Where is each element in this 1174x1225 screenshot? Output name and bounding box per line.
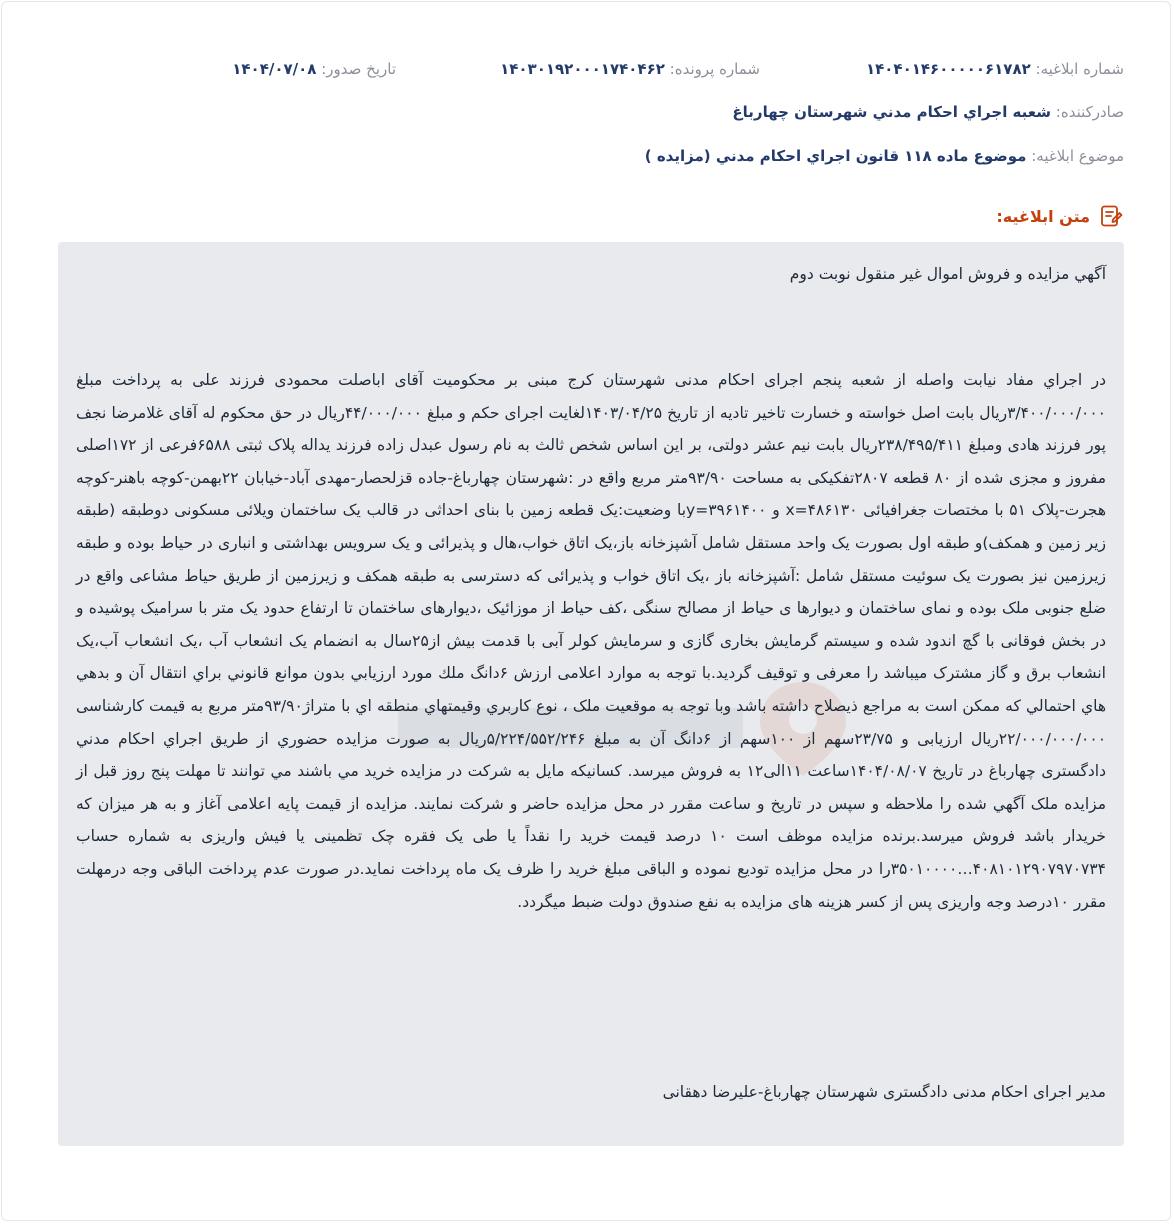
notice-page [1,1,1171,1221]
subject-value: موضوع ماده ۱۱۸ قانون اجراي احکام مدني (مزايده ) [644,147,1027,165]
issuer-field [48,100,1124,124]
issue-date-value: ۱۴۰۴/۰۷/۰۸ [232,60,317,78]
file-number-label: شماره پرونده: [669,60,760,78]
notice-text-section-label: متن ابلاغيه: [996,206,1090,226]
notice-signature: مدير اجرای احکام مدنی دادگستری شهرستان چهارباغ-عليرضا دهقانی [662,1083,1106,1101]
notice-heading: آگهي مزايده و فروش اموال غير منقول نوبت دوم [789,265,1106,283]
file-number-field [500,57,760,81]
notice-body-text: در اجراي مفاد نيابت واصله از شعبه پنجم اجرای احکام مدنی شهرستان کرج مبنی بر محکوميت آقای اباصلت محمودی فرزند علی به پرداخت مبلغ ۳/۴۰۰/۰۰۰/۰۰۰ريال بابت اصل خواسته و خسارت تاخير تاديه از تاريخ ۱۴۰۳/۰۴/۲۵لغايت اجرای حکم و مبلغ ۴۴/۰۰۰/۰۰۰ريال در حق محکوم له آقای غلامرضا نجف پور فرزند هادی ومبلغ ۲۳۸/۴۹۵/۴۱۱ريال بابت نيم عشر دولتی، بر اين اساس شخص ثالث به نام رسول عبدل زاده فرزند يداله پلاک ثبتی ۶۵۸۸فرعی از ۱۷۲اصلی مفروز و مجزی شده از ۸۰ قطعه ۲۸۰۷تفکيکی به مساحت ۹۳/۹۰متر مربع واقع در :شهرستان چهارباغ-جاده قزلحصار-مهدی آباد-خيابان ۲۲بهمن-کوچه باهنر-کوچه هجرت-پلاک ۵۱ با مختصات جغرافيائی ۴۸۶۱۳۰=x و ۳۹۶۱۴۰۰=yبا وضعيت:يک قطعه زمين با بنای احداثی در قالب يک ساختمان ويلائی مسکونی دوطبقه (طبقه زير زمين و همکف)و طبقه اول بصورت يک واحد مستقل شامل آشپزخانه باز،يک اتاق خواب،هال و پذيرائی و يک سرويس بهداشتی و انباری در حياط بوده و طبقه زيرزمين نيز بصورت يک سوئيت مستقل شامل :آشپزخانه باز ،يک اتاق خواب و پذيرائی که دسترسی به طبقه همکف و زيرزمين از طريق حياط مشاعی واقع در ضلع جنوبی ملک بوده و نمای ساختمان و ديوارها ی حياط از مصالح سنگی ،کف حياط از موزائيک ،ديوارهای ساختمان تا ارتفاع حدود يک متر با سراميک پوشيده و در بخش فوقانی با گچ اندود شده و سيستم گرمايش بخاری گازی و سرمايش کولر آبی با قدمت بيش از۲۵سال به انضمام يک انشعاب آب ،يک انشعاب آب،يک انشعاب برق و گاز مشترک ميباشد را معرفی و توقيف گرديد.با توجه به موارد اعلامی ارزش ۶دانگ ملك مورد ارزيابي بدون موانع قانوني براي انتقال آن و بدهي هاي احتمالي كه ممكن است به مراجع ذيصلاح داشته باشد وبا توجه به موقعيت ملک ، نوع كاربري وقيمتهاي منطقه اي با متراژ۹۳/۹۰متر مربع به قيمت کارشناسی ۲۲/۰۰۰/۰۰۰/۰۰۰ريال ارزيابی و ۲۳/۷۵سهم از ۱۰۰سهم از ۶دانگ آن به مبلغ ۵/۲۲۴/۵۵۲/۲۴۶ريال به صورت مزايده حضوري از طريق اجراي احكام مدني دادگستری چهارباغ در تاريخ ۱۴۰۴/۰۸/۰۷ساعت ۱۱الی۱۲ به فروش ميرسد. كسانيكه مايل به شركت در مزايده خريد مي باشند مي توانند تا مهلت پنج روز قبل از مزايده ملک آگهي شده را ملاحظه و سپس در تاريخ و ساعت مقرر در محل مزايده حاضر و شركت نمايند. مزايده از قيمت پايه اعلامی آغاز و به هر ميزان که خريدار باشد فروش ميرسد.برنده مزايده موظف است ۱۰ درصد قيمت خريد را نقداً يا طی يک فقره چک تظمينی يا فيش واريزی به شماره حساب ۴۰۸۱۰۱۲۹۰۷۹۷۰۷۳۴…۳۵۰۱۰۰۰۰را در محل مزايده توديع نموده و الباقی مبلغ خريد را ظرف يک ماه پرداخت نمايد.در صورت عدم پرداخت الباقی وجه درمهلت مقرر ۱۰درصد وجه واريزی پس از کسر هزينه های مزايده به نفع صندوق دولت ضبط ميگردد. [76,371,1107,911]
notice-number-label: شماره ابلاغيه: [1035,60,1124,78]
notice-number-value: ۱۴۰۴۰۱۴۶۰۰۰۰۰۶۱۷۸۲ [865,60,1031,78]
notice-text-section-title [996,202,1124,230]
issue-date-field [232,57,396,81]
issue-date-label: تاريخ صدور: [321,60,396,78]
document-text-icon [1098,203,1124,229]
issuer-label: صادرکننده: [1055,103,1124,121]
subject-label: موضوع ابلاغيه: [1031,147,1124,165]
notice-content-box [58,242,1124,1146]
issuer-value: شعبه اجراي احکام مدني شهرستان چهارباغ [732,103,1051,121]
notice-number-field [866,57,1124,81]
subject-field [48,144,1124,168]
file-number-value: ۱۴۰۳۰۱۹۲۰۰۰۱۷۴۰۴۶۲ [500,60,665,78]
